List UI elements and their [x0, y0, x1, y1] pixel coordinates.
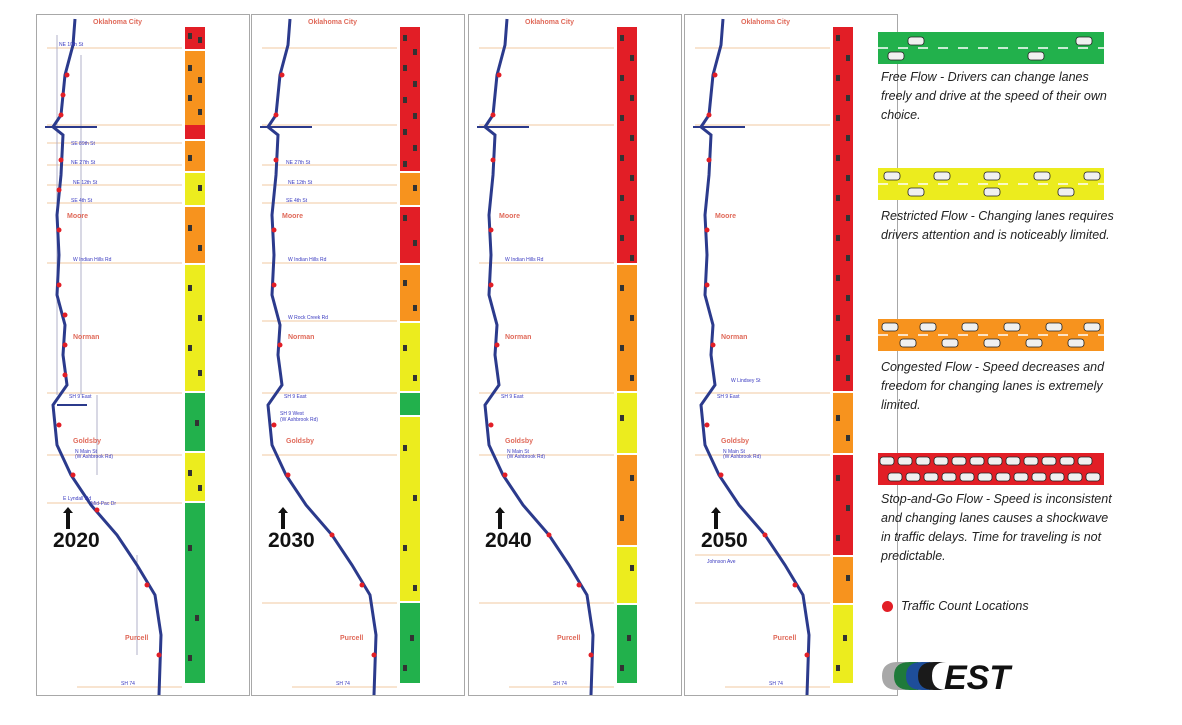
map-label: E Lyndall Rd: [63, 496, 92, 502]
year-label: 2020: [53, 529, 100, 552]
north-arrow-icon: [277, 507, 289, 529]
map-label: N Main St: [507, 449, 529, 455]
map-label: SE 89th St: [71, 141, 95, 147]
map-label: NE 27th St: [286, 160, 311, 166]
map-city-label: Norman: [73, 334, 100, 341]
map-label: W Indian Hills Rd: [73, 257, 112, 263]
north-arrow-icon: [62, 507, 74, 529]
traffic-flow-column: [617, 27, 637, 683]
corridor-map: [37, 15, 249, 695]
north-arrow-icon: [710, 507, 722, 529]
map-panel-2050: [684, 14, 898, 696]
map-label: (W Ashbrook Rd): [507, 454, 546, 460]
map-panel-2020: [36, 14, 250, 696]
map-city-label: Purcell: [340, 635, 364, 642]
map-label: NE 27th St: [71, 160, 96, 166]
map-label: SE 4th St: [71, 198, 93, 204]
congested-flow-swatch: [878, 319, 1104, 351]
stop-and-go-flow-swatch: [878, 453, 1104, 485]
map-label: SH 9 East: [284, 394, 307, 400]
map-city-label: Norman: [505, 334, 532, 341]
svg-text:EST: EST: [944, 659, 1011, 694]
map-label: N Main St: [723, 449, 745, 455]
corridor-map: [252, 15, 464, 695]
traffic-flow-column: [400, 27, 420, 683]
map-label: Mid-Pac Dr: [91, 501, 117, 507]
map-city-label: Oklahoma City: [525, 19, 575, 26]
map-label: (W Ashbrook Rd): [723, 454, 762, 460]
map-city-label: Oklahoma City: [308, 19, 358, 26]
map-city-label: Goldsby: [721, 438, 750, 445]
stop-and-go-flow-label: Stop-and-Go Flow - Speed is inconsistent and changing lanes causes a shockwave in traffic delays. Time for traveling is not predictable.: [881, 492, 1112, 563]
map-panel-2030: [251, 14, 465, 696]
corridor-map: [469, 15, 681, 695]
free-flow-label: Free Flow - Drivers can change lanes freely and drive at the speed of their own choice.: [881, 70, 1107, 122]
map-label: NE 10th St: [59, 42, 84, 48]
map-city-label: Norman: [721, 334, 748, 341]
map-label: SH 74: [121, 681, 135, 687]
map-city-label: Goldsby: [286, 438, 315, 445]
map-label: W Lindsey St: [731, 378, 761, 384]
traffic-flow-column: [185, 27, 205, 683]
map-label: SH 9 East: [69, 394, 92, 400]
map-label: W Indian Hills Rd: [288, 257, 327, 263]
year-label: 2050: [701, 529, 748, 552]
map-city-label: Purcell: [125, 635, 149, 642]
traffic-count-label: Traffic Count Locations: [901, 599, 1029, 613]
map-label: Johnson Ave: [707, 559, 736, 565]
year-label: 2040: [485, 529, 532, 552]
map-label: (W Ashbrook Rd): [75, 454, 114, 460]
map-label: SH 74: [336, 681, 350, 687]
map-panel-2040: [468, 14, 682, 696]
map-city-label: Goldsby: [505, 438, 534, 445]
map-label: SH 9 East: [501, 394, 524, 400]
map-label: N Main St: [75, 449, 97, 455]
free-flow-swatch: [878, 32, 1104, 64]
map-city-label: Moore: [715, 213, 736, 220]
map-label: W Indian Hills Rd: [505, 257, 544, 263]
map-label: SH 74: [553, 681, 567, 687]
corridor-map: [685, 15, 897, 695]
map-label: (W Ashbrook Rd): [280, 417, 319, 423]
map-city-label: Moore: [282, 213, 303, 220]
map-label: SH 9 West: [280, 411, 304, 417]
year-label: 2030: [268, 529, 315, 552]
map-label: W Rock Creek Rd: [288, 315, 329, 321]
map-city-label: Moore: [67, 213, 88, 220]
est-logo: [880, 658, 1102, 694]
map-city-label: Oklahoma City: [93, 19, 143, 26]
restricted-flow-label: Restricted Flow - Changing lanes requires drivers attention and is noticeably limited.: [881, 209, 1114, 242]
map-city-label: Goldsby: [73, 438, 102, 445]
map-label: SE 4th St: [286, 198, 308, 204]
restricted-flow-swatch: [878, 168, 1104, 200]
map-city-label: Purcell: [773, 635, 797, 642]
map-label: SH 9 East: [717, 394, 740, 400]
congested-flow-label: Congested Flow - Speed decreases and freedom for changing lanes is extremely limited.: [881, 360, 1105, 412]
map-label: NE 12th St: [288, 180, 313, 186]
north-arrow-icon: [494, 507, 506, 529]
map-label: SH 74: [769, 681, 783, 687]
map-city-label: Norman: [288, 334, 315, 341]
traffic-count-dot-icon: [882, 601, 893, 612]
map-label: NE 12th St: [73, 180, 98, 186]
map-city-label: Moore: [499, 213, 520, 220]
map-city-label: Purcell: [557, 635, 581, 642]
map-city-label: Oklahoma City: [741, 19, 791, 26]
